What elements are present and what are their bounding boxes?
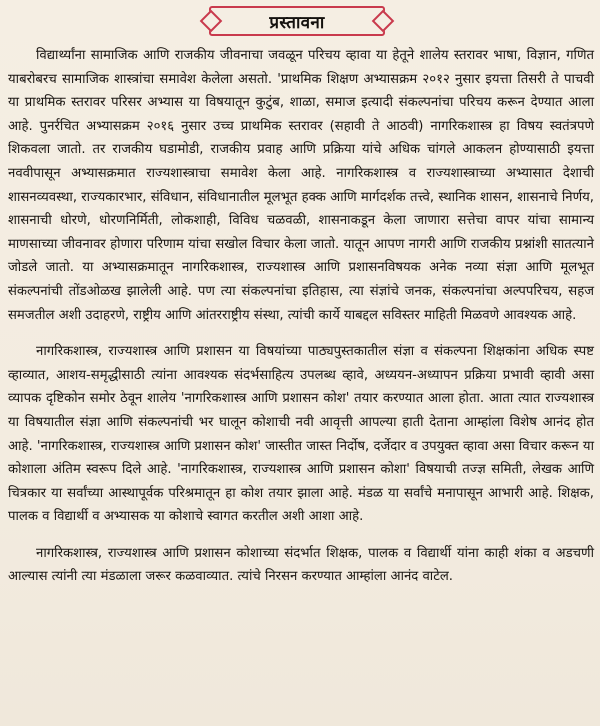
- preface-paragraph-2: नागरिकशास्त्र, राज्यशास्त्र आणि प्रशासन या विषयांच्या पाठ्यपुस्तकातील संज्ञा व संकल्पना शिक्षकांना अधिक स्पष्ट व्हाव्यात, आशय-समृद्धीसाठी त्यांना आवश्यक संदर्भसाहित्य उपलब्ध व्हावे, अध्ययन-अध्यापन प्रक्रिया प्रभावी व्हावी असा व्यापक दृष्टिकोन समोर ठेवून शालेय 'नागरिकशास्त्र आणि प्रशासन कोश' तयार करण्यात आला होता. आता त्यात राज्यशास्त्र या विषयातील संज्ञा आणि संकल्पनांची भर घालून कोशाची नवी आवृत्ती आपल्या हाती देताना आम्हांला विशेष आनंद होत आहे. 'नागरिकशास्त्र, राज्यशास्त्र आणि प्रशासन कोश' जास्तीत जास्त निर्दोष, दर्जेदार व उपयुक्त व्हावा असा विचार करून या कोशाला अंतिम स्वरूप दिले आहे. 'नागरिकशास्त्र, राज्यशास्त्र आणि प्रशासन कोशा' विषयाची तज्ज्ञ समिती, लेखक आणि चित्रकार या सर्वांच्या आस्थापूर्वक परिश्रमातून हा कोश तयार झाला आहे. मंडळ या सर्वांचे मनापासून आभारी आहे. शिक्षक, पालक व विद्यार्थी व अभ्यासक या कोशाचे स्वागत करतील अशी आशा आहे.: [8, 344, 594, 525]
- preface-body: [8, 44, 594, 589]
- page-title: प्रस्तावना: [269, 12, 325, 33]
- preface-paragraph-3: नागरिकशास्त्र, राज्यशास्त्र आणि प्रशासन कोशाच्या संदर्भात शिक्षक, पालक व विद्यार्थी यांना काही शंका व अडचणी आल्यास त्यांनी त्या मंडळाला जरूर कळवाव्यात. त्यांचे निरसन करण्यात आम्हांला आनंद वाटेल.: [8, 545, 594, 585]
- title-banner: [209, 6, 385, 36]
- preface-paragraph-1: विद्यार्थ्यांना सामाजिक आणि राजकीय जीवनाचा जवळून परिचय व्हावा या हेतूने शालेय स्तरावर भाषा, विज्ञान, गणित याबरोबरच सामाजिक शास्त्रांचा समावेश केलेला असतो. 'प्राथमिक शिक्षण अभ्यासक्रम २०१२ नुसार इयत्ता तिसरी ते पाचवी या प्राथमिक स्तरावर परिसर अभ्यास या विषयातून कुटुंब, शाळा, समाज इत्यादी संकल्पनांचा परिचय करून देण्यात आला आहे. पुनर्रचित अभ्यासक्रम २०१६ नुसार उच्च प्राथमिक स्तरावर (सहावी ते आठवी) नागरिकशास्त्र हा विषय स्वतंत्रपणे शिकवला जातो. तर राजकीय घडामोडी, राजकीय प्रवाह आणि प्रक्रिया यांचे अधिक चांगले आकलन होण्यासाठी इयत्ता नववीपासून अभ्यासक्रमात राज्यशास्त्राचा समावेश केला आहे. नागरिकशास्त्र व राज्यशास्त्राच्या अभ्यासात देशाची शासनव्यवस्था, राज्यकारभार, संविधान, संविधानातील मूलभूत हक्क आणि मार्गदर्शक तत्त्वे, स्थानिक शासन, शासनाचे निर्णय, शासनाची धोरणे, धोरणनिर्मिती, लोकशाही, विविध चळवळी, शासनाकडून केला जाणारा सत्तेचा वापर यांचा सामान्य माणसाच्या जीवनावर होणारा परिणाम यांचा सखोल विचार केला जातो. यातून आपण नागरी आणि राजकीय प्रश्नांशी सातत्याने जोडले जातो. या अभ्यासक्रमातून नागरिकशास्त्र, राज्यशास्त्र आणि प्रशासनविषयक अनेक नव्या संज्ञा आणि मूलभूत संकल्पनांची तोंडओळख झालेली आहे. पण त्या संकल्पनांचा इतिहास, त्या संज्ञांचे जनक, संकल्पनांचा अल्पपरिचय, सहज समजतील अशी उदाहरणे, राष्ट्रीय आणि आंतरराष्ट्रीय संस्था, त्यांची कार्ये याबद्दल सविस्तर माहिती मिळवणे आवश्यक आहे.: [8, 48, 594, 323]
